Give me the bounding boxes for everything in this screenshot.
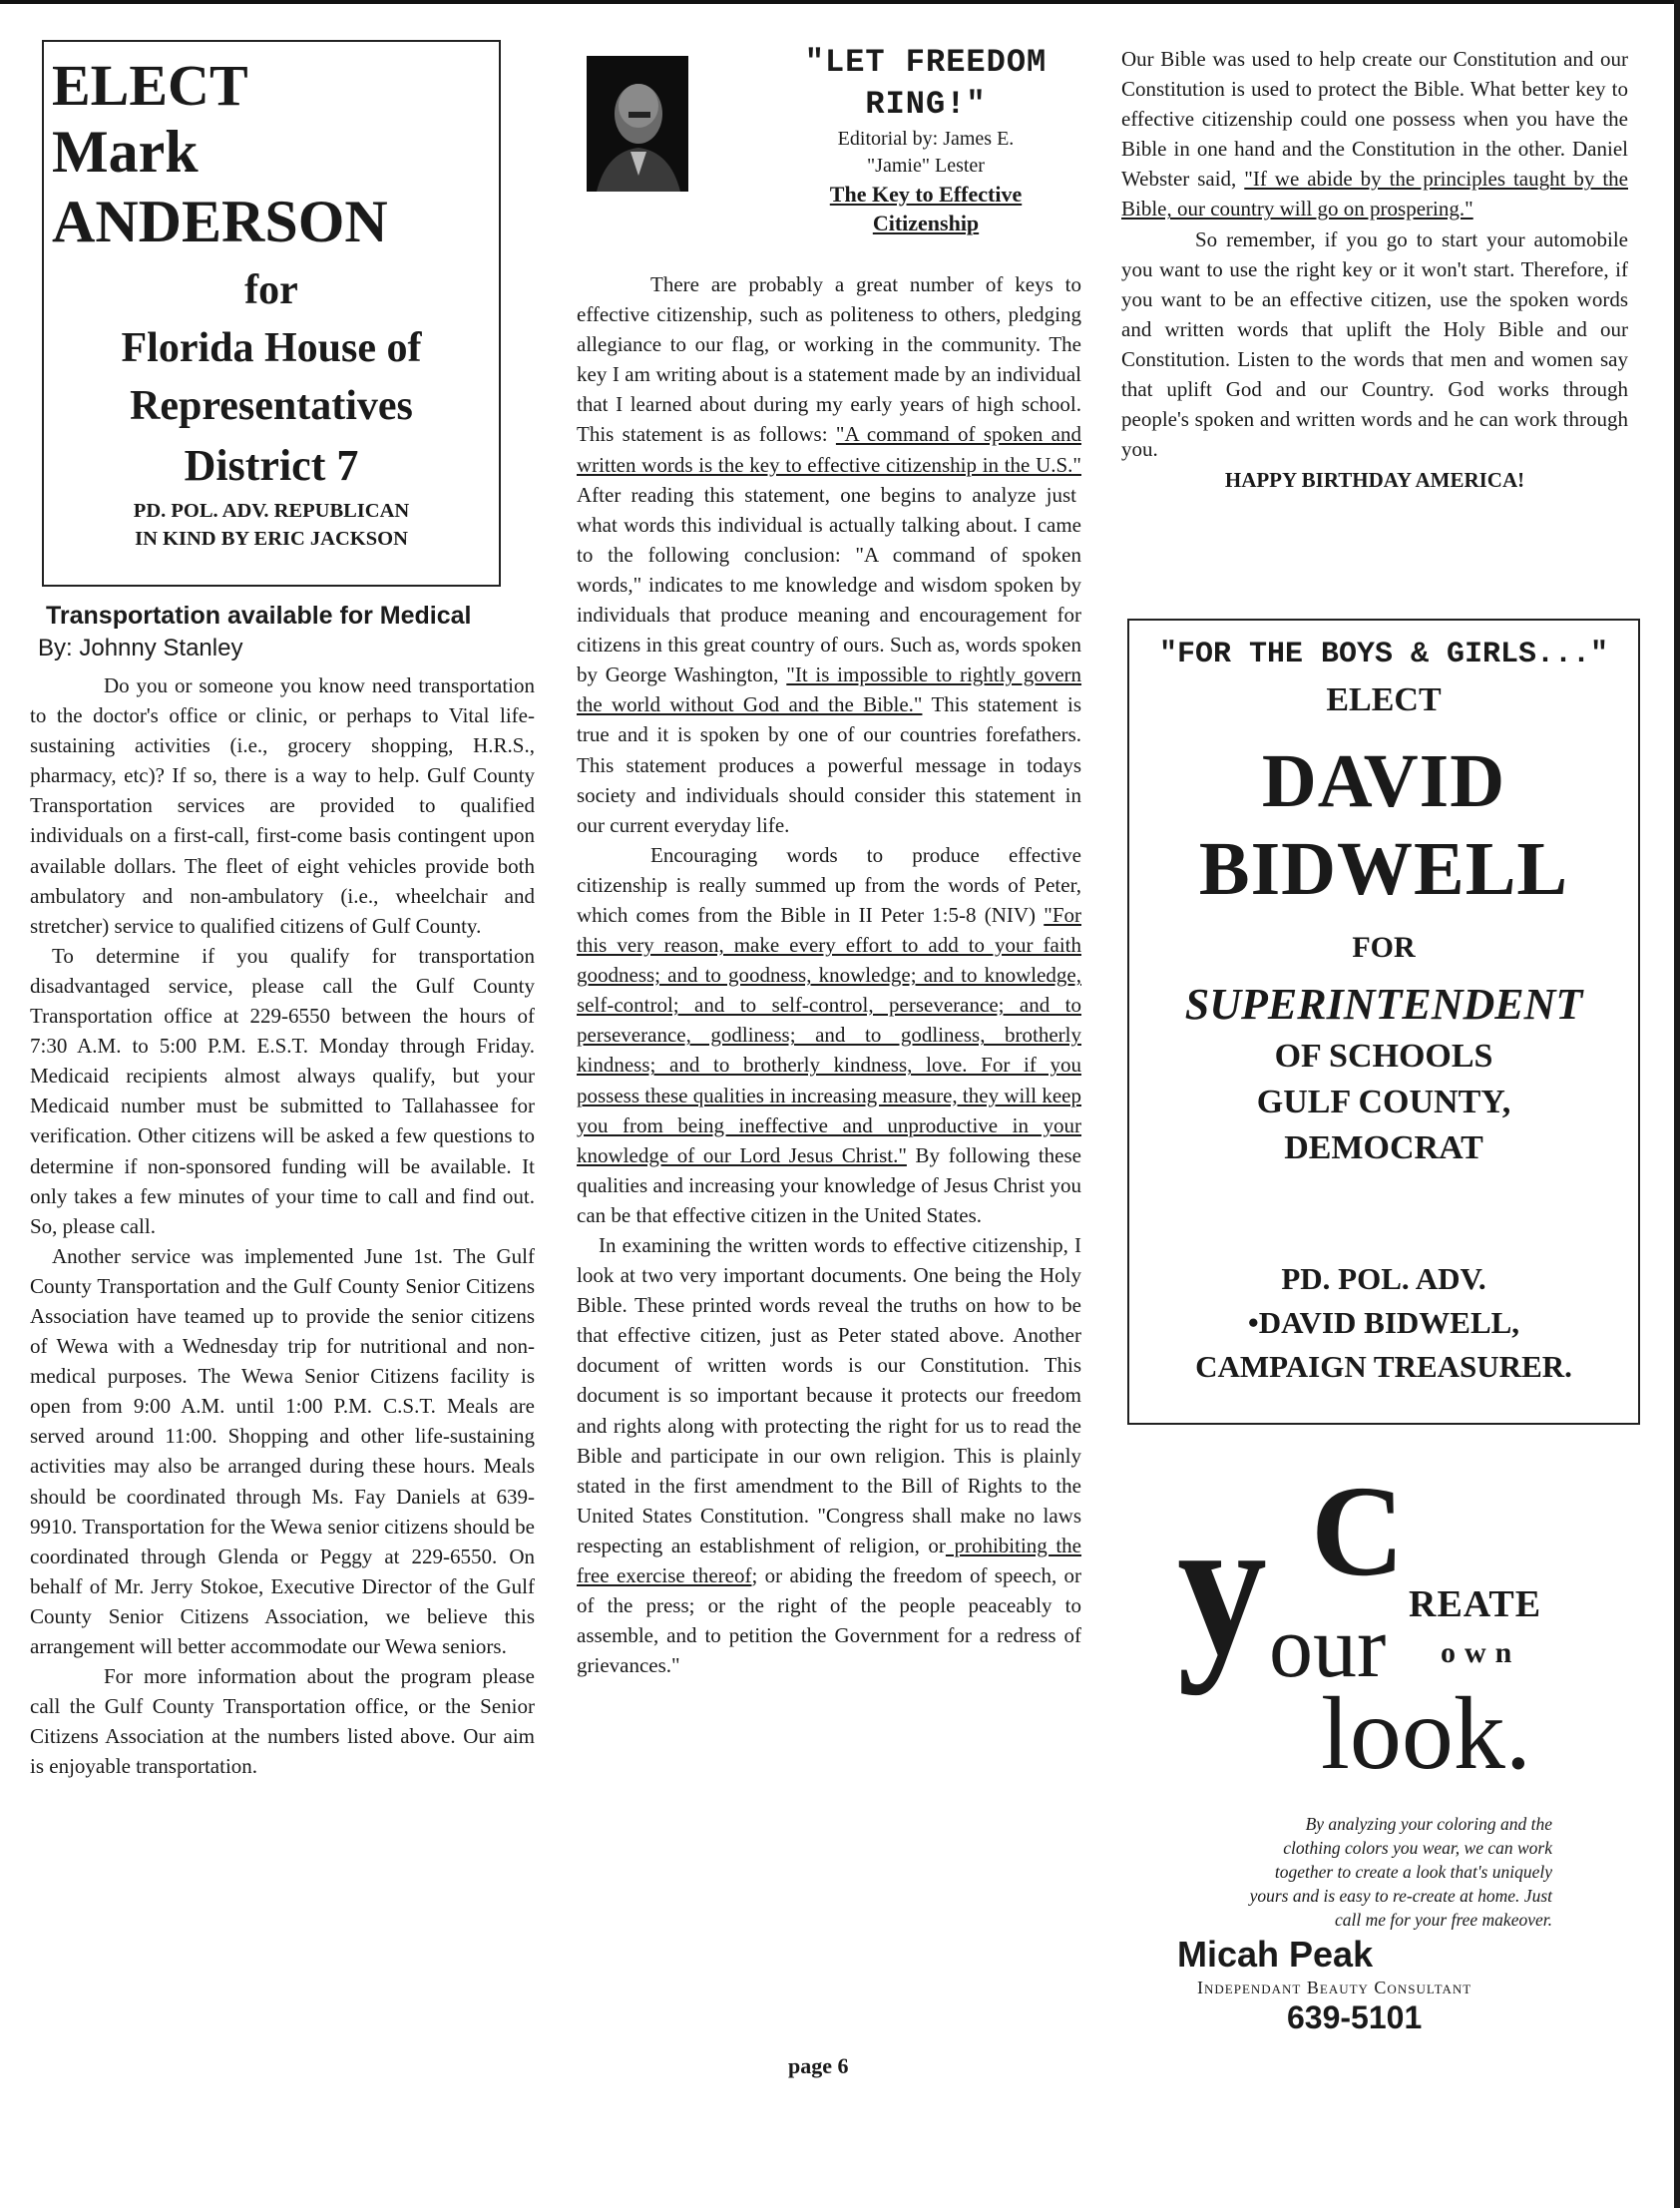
ad-line: ELECT	[52, 53, 248, 118]
editorial-subtitle: The Key to Effective	[829, 182, 1023, 207]
ad-consultant-title: Independant Beauty Consultant	[1197, 1978, 1472, 1997]
editorial-paragraph: So remember, if you go to start your automobile you want to use the right key or it won't start. Therefore, if you want to be an effective citizen, use the spoken words and written words that uplift the Holy Bible and our Constitution. Listen to the words that men and women say that uplift God and our Country. God works through people's spoken and written words and he can work through you.	[1121, 226, 1628, 462]
page-edge	[1674, 0, 1680, 2208]
editorial-byline: Editorial by: James E.	[837, 128, 1015, 150]
editorial-byline: "Jamie" Lester	[867, 155, 985, 177]
article-paragraph: To determine if you qualify for transportation disadvantaged service, please call the Gulf County Transportation office at 229-6550 between the hours of 7:30 A.M. to 5:00 P.M. E.S.T. Monday through Friday. Medicaid recipients almost always qualify, but your Medicaid number must be submitted to Tallahassee for verification. Other citizens will be asked a few questions to determine if non-sponsored funding will be available. It only takes a few minutes of your time to call and find out. So, please call.	[30, 943, 535, 1238]
ad-consultant-name: Micah Peak	[1177, 1934, 1374, 1975]
editorial-paragraph: Encouraging words to produce effective citizenship is really summed up from the words of Peter, which comes from the Bible in II Peter 1:5-8 (NIV) "For this very reason, make every effort to add to your faith goodness; and to goodness, knowledge; and to knowledge, self-control; and to self-control, perseverance; and to perseverance, godliness; and to godliness, brotherly kindness; and to brotherly kindness, love. For if you possess these qualities in increasing measure, they will keep you from being ineffective and unproductive in your knowledge of our Lord Jesus Christ." By following these qualities and increasing your knowledge of Jesus Christ you can be that effective citizen in the United States.	[577, 842, 1081, 1227]
article-paragraph: Do you or someone you know need transportation to the doctor's office or clinic, or perhaps to Vital life-sustaining activities (i.e., grocery shopping, H.R.S., pharmacy, etc)? If so, there is a way to help. Gulf County Transportation services are provided to qualified individuals on a first-call, first-come basis contingent upon available dollars. The fleet of eight vehicles provide both ambulatory and non-ambulatory (i.e., wheelchair and stretcher) service to qualified citizens of Gulf County.	[30, 673, 535, 938]
ad-line: District 7	[184, 441, 359, 490]
ad-disclaimer: PD. POL. ADV.	[1281, 1261, 1486, 1296]
ad-phone: 639-5101	[1287, 1999, 1423, 2035]
ad-line: for	[244, 267, 298, 313]
ad-logo-word: own	[1441, 1636, 1521, 1669]
editorial-continued	[1121, 44, 1628, 496]
editorial-paragraph: Our Bible was used to help create our Constitution and our Constitution is used to protect the Bible. What better key to effective citizenship could one possess when you have the Bible in one hand and the Constitution in the other. Daniel Webster said, "If we abide by the principles taught by the Bible, our country will go on prospering."	[1121, 47, 1628, 221]
editorial-title: "LET FREEDOM	[804, 44, 1048, 81]
editorial-body	[577, 269, 1081, 1680]
article-paragraph: Another service was implemented June 1st. The Gulf County Transportation and the Gulf County Senior Citizens Association have teamed up to provide the senior citizens of Wewa with a Wednesday trip for nutritional and non-medical purposes. The Wewa Senior Citizens facility is open from 9:00 A.M. until 1:00 P.M. C.S.T. Meals are served around 11:00. Shopping and other life-sustaining activities may also be arranged during these hours. Meals should be coordinated through Ms. Fay Daniels at 639-9910. Transportation for the Wewa senior citizens should be coordinated through Glenda or Peggy at 229-6550. On behalf of Mr. Jerry Stokoe, Executive Director of the Gulf County Senior Citizens Association, we believe this arrangement will better accommodate our Wewa seniors.	[30, 1243, 535, 1658]
editorial-subtitle: Citizenship	[872, 211, 980, 235]
editorial-title: RING!"	[865, 86, 987, 123]
article-title: Transportation available for Medical	[46, 602, 472, 630]
editorial-closing: HAPPY BIRTHDAY AMERICA!	[1224, 468, 1525, 493]
ad-disclaimer: IN KIND BY ERIC JACKSON	[135, 528, 408, 550]
ad-line: OF SCHOOLS	[1274, 1038, 1493, 1075]
ad-slogan: "FOR THE BOYS & GIRLS..."	[1158, 638, 1609, 671]
ad-logo-letter: C	[1311, 1460, 1405, 1603]
ad-logo-letter: y	[1177, 1476, 1267, 1696]
editorial-header	[738, 42, 1113, 237]
ad-line: ELECT	[1326, 681, 1442, 718]
top-rule	[0, 0, 1680, 4]
ad-david-bidwell	[1127, 619, 1640, 1425]
article-paragraph: For more information about the program please call the Gulf County Transportation office, or the Senior Citizens Association at the numbers listed above. Our aim is enjoyable transportation.	[30, 1664, 535, 1779]
article-byline: By: Johnny Stanley	[38, 635, 243, 662]
author-portrait-icon	[587, 56, 688, 192]
ad-office: SUPERINTENDENT	[1184, 980, 1583, 1029]
ad-micah-peak	[1177, 1460, 1596, 2045]
transport-article	[30, 599, 535, 1781]
ad-candidate-name: ANDERSON	[52, 189, 388, 254]
ad-line: FOR	[1352, 931, 1416, 964]
editorial-paragraph: In examining the written words to effective citizenship, I look at two very important documents. One being the Holy Bible. These printed words reveal the truths on how to be that effective citizen, just as Peter stated above. Another document of written words is our Constitution. This document is so important because it protects our freedom and rights along with protecting the right for us to read the Bible and participate in our own religion. This is plainly stated in the first amendment to the Bill of Rights to the United States Constitution. "Congress shall make no laws respecting an establishment of religion, or prohibiting the free exercise thereof; or abiding the freedom of speech, or of the press; or the right of the people peaceably to assemble, and to petition the Government for a redress of grievances."	[577, 1233, 1081, 1678]
ad-body-text: By analyzing your coloring and the clothing colors you wear, we can work together to create a look that's uniquely yours and is easy to re-create at home. Just call me for your free makeover.	[1249, 1814, 1552, 1930]
ad-logo-word: our	[1269, 1599, 1387, 1696]
page-number: page 6	[788, 2053, 849, 2078]
ad-line: Florida House of	[121, 325, 422, 371]
ad-line: Representatives	[130, 383, 413, 429]
ad-disclaimer: CAMPAIGN TREASURER.	[1195, 1349, 1572, 1384]
ad-mark-anderson	[42, 40, 501, 587]
author-photo	[587, 56, 688, 192]
ad-line: DEMOCRAT	[1284, 1129, 1483, 1166]
ad-line: GULF COUNTY,	[1256, 1084, 1511, 1120]
ad-disclaimer: PD. POL. ADV. REPUBLICAN	[133, 500, 410, 522]
ad-candidate-name: BIDWELL	[1198, 827, 1569, 911]
ad-logo-word: look.	[1321, 1676, 1531, 1791]
editorial-paragraph: There are probably a great number of keys to effective citizenship, such as politeness to others, pledging allegiance to our flag, or working in the community. The key I am writing about is a statement made by an individual that I learned about during my early years of high school. This statement is as follows: "A command of spoken and written words is the key to effective citizenship in the U.S." After reading this statement, one begins to analyze just what words this individual is actually talking about. I came to the following conclusion: "A command of spoken words," indicates to me knowledge and wisdom spoken by individuals that produce meaning and encouragement for citizens in this great country of ours. Such as, words spoken by George Washington, "It is impossible to rightly govern the world without God and the Bible." This statement is true and it is spoken by one of our countries forefathers. This statement produces a powerful message in todays society and individuals should consider this statement in our current everyday life.	[577, 272, 1082, 837]
ad-logo-word: REATE	[1409, 1583, 1542, 1625]
ad-line: Mark	[52, 119, 199, 185]
ad-disclaimer: •DAVID BIDWELL,	[1247, 1305, 1520, 1340]
ad-candidate-name: DAVID	[1261, 739, 1506, 823]
